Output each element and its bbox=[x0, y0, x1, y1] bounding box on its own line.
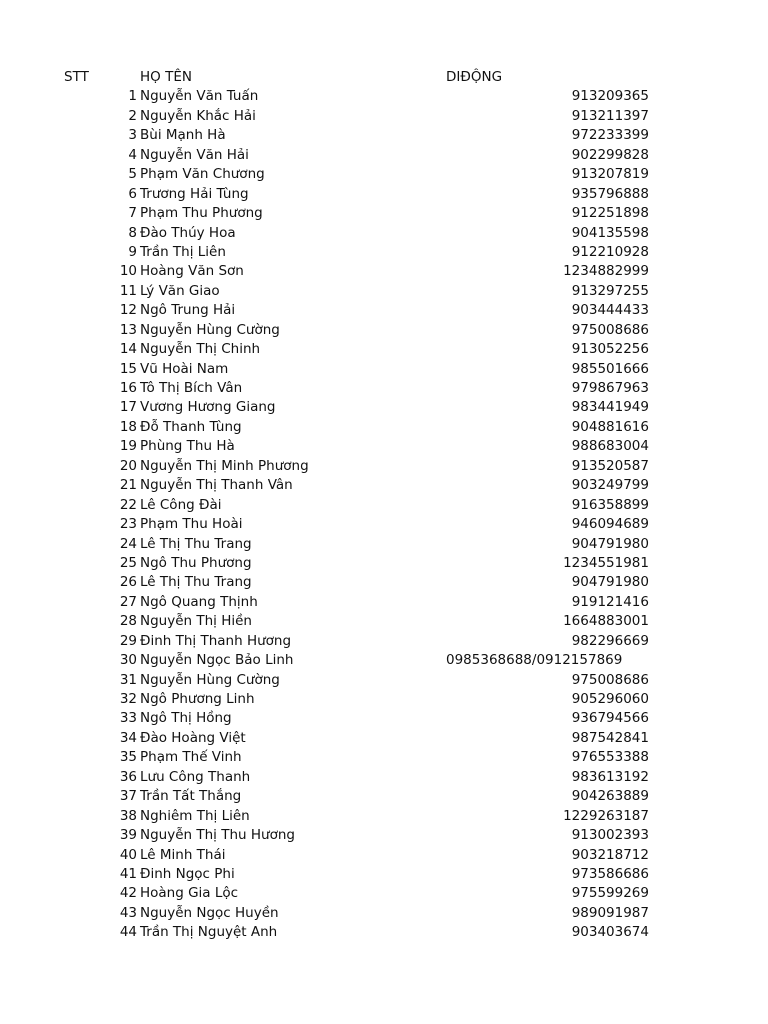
row-phone: 919121416 bbox=[571, 593, 649, 610]
row-stt: 39 bbox=[119, 827, 137, 844]
row-phone: 983441949 bbox=[571, 399, 649, 416]
row-name: Hoàng Gia Lộc bbox=[140, 885, 239, 902]
row-name: Lê Thị Thu Trang bbox=[140, 535, 252, 552]
row-stt: 40 bbox=[119, 846, 137, 863]
table-body bbox=[0, 87, 768, 942]
row-stt: 13 bbox=[119, 321, 137, 338]
row-phone: 913002393 bbox=[571, 827, 649, 844]
table-row bbox=[0, 768, 768, 787]
row-name: Đỗ Thanh Tùng bbox=[140, 418, 242, 435]
row-stt: 32 bbox=[119, 691, 137, 707]
row-stt: 16 bbox=[119, 380, 137, 396]
table-row bbox=[0, 146, 768, 165]
row-name: Trần Thị Liên bbox=[140, 243, 226, 260]
row-phone: 912210928 bbox=[571, 243, 649, 260]
row-stt: 17 bbox=[119, 399, 137, 416]
row-stt: 33 bbox=[119, 710, 137, 727]
row-phone: 916358899 bbox=[571, 496, 649, 513]
row-phone: 1664883001 bbox=[563, 613, 649, 630]
row-stt: 23 bbox=[119, 516, 137, 533]
contact-table bbox=[0, 68, 768, 943]
row-stt: 37 bbox=[119, 788, 137, 805]
table-row bbox=[0, 846, 768, 865]
row-name: Nguyễn Hùng Cường bbox=[140, 671, 280, 688]
row-stt: 9 bbox=[128, 243, 137, 260]
table-row bbox=[0, 865, 768, 884]
row-name: Ngô Thị Hồng bbox=[140, 710, 232, 727]
row-name: Ngô Quang Thịnh bbox=[140, 593, 258, 610]
row-stt: 11 bbox=[119, 282, 137, 299]
row-stt: 7 bbox=[128, 205, 137, 222]
row-phone: 905296060 bbox=[571, 691, 649, 707]
row-name: Lê Công Đài bbox=[140, 496, 222, 513]
row-phone: 988683004 bbox=[571, 438, 649, 455]
row-phone: 903403674 bbox=[571, 924, 649, 941]
table-row bbox=[0, 204, 768, 223]
table-row bbox=[0, 437, 768, 456]
row-phone: 904135598 bbox=[571, 224, 649, 241]
row-name: Nguyễn Thị Thanh Vân bbox=[140, 477, 293, 494]
row-phone: 1234882999 bbox=[563, 263, 649, 280]
row-name: Lưu Công Thanh bbox=[140, 768, 251, 785]
row-name: Trương Hải Tùng bbox=[140, 185, 249, 202]
row-name: Vương Hương Giang bbox=[140, 399, 276, 416]
row-stt: 36 bbox=[119, 768, 137, 785]
row-phone: 936794566 bbox=[571, 710, 649, 727]
row-stt: 26 bbox=[119, 574, 137, 591]
row-phone: 0985368688/0912157869 bbox=[446, 652, 623, 669]
table-row bbox=[0, 593, 768, 612]
table-row bbox=[0, 360, 768, 379]
row-name: Nguyễn Thị Chinh bbox=[140, 341, 261, 358]
row-phone: 913520587 bbox=[571, 457, 649, 474]
row-name: Nguyễn Thị Thu Hương bbox=[140, 827, 295, 844]
table-row bbox=[0, 282, 768, 301]
row-name: Nguyễn Thị Minh Phương bbox=[140, 457, 309, 474]
row-phone: 904791980 bbox=[571, 574, 649, 591]
row-phone: 1229263187 bbox=[563, 807, 649, 824]
table-row bbox=[0, 379, 768, 398]
row-name: Đào Thúy Hoa bbox=[140, 224, 236, 241]
row-name: Nguyễn Văn Hải bbox=[140, 146, 249, 163]
row-stt: 44 bbox=[119, 924, 137, 941]
table-row bbox=[0, 107, 768, 126]
row-phone: 982296669 bbox=[571, 632, 649, 649]
row-phone: 975008686 bbox=[571, 321, 649, 338]
table-row bbox=[0, 709, 768, 728]
row-name: Lê Minh Thái bbox=[140, 846, 226, 863]
row-phone: 904791980 bbox=[571, 535, 649, 552]
row-stt: 29 bbox=[119, 632, 137, 649]
row-phone: 913209365 bbox=[571, 88, 649, 105]
row-name: Trần Thị Nguyệt Anh bbox=[140, 924, 278, 941]
row-name: Nghiêm Thị Liên bbox=[140, 807, 250, 824]
row-phone: 989091987 bbox=[571, 904, 649, 921]
table-row bbox=[0, 651, 768, 670]
row-stt: 5 bbox=[128, 166, 137, 183]
table-row bbox=[0, 690, 768, 709]
row-name: Trần Tất Thắng bbox=[140, 788, 242, 805]
table-row bbox=[0, 632, 768, 651]
row-phone: 903444433 bbox=[571, 302, 649, 319]
table-row bbox=[0, 126, 768, 145]
row-stt: 22 bbox=[119, 496, 137, 513]
row-phone: 913052256 bbox=[571, 341, 649, 358]
row-name: Phạm Văn Chương bbox=[140, 166, 265, 183]
table-row bbox=[0, 787, 768, 806]
row-stt: 20 bbox=[119, 457, 137, 474]
table-row bbox=[0, 807, 768, 826]
table-header bbox=[0, 68, 768, 87]
table-row bbox=[0, 923, 768, 942]
row-stt: 4 bbox=[128, 146, 137, 163]
row-stt: 19 bbox=[119, 438, 137, 455]
row-phone: 913207819 bbox=[571, 166, 649, 183]
table-row bbox=[0, 671, 768, 690]
row-name: Vũ Hoài Nam bbox=[140, 360, 229, 377]
row-stt: 8 bbox=[128, 224, 137, 241]
row-name: Lý Văn Giao bbox=[140, 282, 220, 299]
table-row bbox=[0, 301, 768, 320]
row-stt: 27 bbox=[119, 593, 137, 610]
row-stt: 24 bbox=[119, 535, 137, 552]
row-name: Ngô Thu Phương bbox=[140, 554, 252, 571]
table-row bbox=[0, 224, 768, 243]
table-row bbox=[0, 165, 768, 184]
row-stt: 18 bbox=[119, 418, 137, 435]
table-row bbox=[0, 418, 768, 437]
row-stt: 31 bbox=[119, 671, 137, 688]
row-name: Đào Hoàng Việt bbox=[140, 729, 246, 746]
table-row bbox=[0, 87, 768, 106]
row-phone: 913211397 bbox=[571, 107, 649, 124]
table-row bbox=[0, 515, 768, 534]
header-name: HỌ TÊN bbox=[140, 69, 192, 85]
row-stt: 6 bbox=[128, 185, 137, 202]
row-phone: 987542841 bbox=[571, 729, 649, 746]
row-name: Nguyễn Ngọc Huyền bbox=[140, 904, 279, 921]
table-row bbox=[0, 496, 768, 515]
row-name: Hoàng Văn Sơn bbox=[140, 263, 244, 280]
row-stt: 38 bbox=[119, 807, 137, 824]
table-row bbox=[0, 535, 768, 554]
row-phone: 985501666 bbox=[571, 360, 649, 377]
row-phone: 973586686 bbox=[571, 865, 649, 882]
row-stt: 1 bbox=[128, 88, 137, 105]
table-row bbox=[0, 826, 768, 845]
row-name: Lê Thị Thu Trang bbox=[140, 574, 252, 591]
row-name: Nguyễn Thị Hiền bbox=[140, 613, 252, 630]
row-phone: 983613192 bbox=[571, 768, 649, 785]
row-name: Nguyễn Văn Tuấn bbox=[140, 88, 259, 105]
row-stt: 3 bbox=[128, 127, 137, 144]
row-name: Nguyễn Hùng Cường bbox=[140, 321, 280, 338]
row-phone: 902299828 bbox=[571, 146, 649, 163]
table-row bbox=[0, 904, 768, 923]
table-row bbox=[0, 321, 768, 340]
row-name: Ngô Phương Linh bbox=[140, 691, 255, 707]
row-name: Ngô Trung Hải bbox=[140, 302, 236, 319]
row-name: Tô Thị Bích Vân bbox=[140, 380, 243, 396]
row-phone: 904881616 bbox=[571, 418, 649, 435]
row-phone: 912251898 bbox=[571, 205, 649, 222]
table-row bbox=[0, 457, 768, 476]
row-stt: 2 bbox=[128, 107, 137, 124]
row-phone: 972233399 bbox=[571, 127, 649, 144]
header-stt: STT bbox=[64, 69, 89, 85]
row-phone: 946094689 bbox=[571, 516, 649, 533]
table-row bbox=[0, 340, 768, 359]
table-row bbox=[0, 612, 768, 631]
row-phone: 976553388 bbox=[571, 749, 649, 766]
row-stt: 28 bbox=[119, 613, 137, 630]
row-stt: 34 bbox=[119, 729, 137, 746]
row-stt: 43 bbox=[119, 904, 137, 921]
row-stt: 42 bbox=[119, 885, 137, 902]
row-name: Phùng Thu Hà bbox=[140, 438, 235, 455]
header-phone: DIĐỘNG bbox=[446, 69, 503, 85]
table-row bbox=[0, 554, 768, 573]
row-phone: 1234551981 bbox=[563, 554, 649, 571]
row-name: Đinh Ngọc Phi bbox=[140, 865, 235, 882]
row-name: Nguyễn Khắc Hải bbox=[140, 107, 256, 124]
row-stt: 30 bbox=[119, 652, 137, 669]
row-phone: 913297255 bbox=[571, 282, 649, 299]
row-name: Phạm Thu Phương bbox=[140, 205, 263, 222]
table-row bbox=[0, 398, 768, 417]
row-name: Nguyễn Ngọc Bảo Linh bbox=[140, 652, 294, 669]
table-row bbox=[0, 573, 768, 592]
table-row bbox=[0, 185, 768, 204]
table-row bbox=[0, 262, 768, 281]
row-phone: 903218712 bbox=[571, 846, 649, 863]
row-phone: 979867963 bbox=[571, 380, 649, 396]
row-phone: 975599269 bbox=[571, 885, 649, 902]
row-stt: 35 bbox=[119, 749, 137, 766]
row-phone: 975008686 bbox=[571, 671, 649, 688]
row-name: Đinh Thị Thanh Hương bbox=[140, 632, 292, 649]
row-stt: 41 bbox=[119, 865, 137, 882]
row-stt: 21 bbox=[119, 477, 137, 494]
row-phone: 904263889 bbox=[571, 788, 649, 805]
table-row bbox=[0, 884, 768, 903]
row-name: Phạm Thu Hoài bbox=[140, 516, 243, 533]
row-stt: 25 bbox=[119, 554, 137, 571]
table-row bbox=[0, 476, 768, 495]
table-row bbox=[0, 243, 768, 262]
row-phone: 903249799 bbox=[571, 477, 649, 494]
row-stt: 14 bbox=[119, 341, 137, 358]
row-stt: 12 bbox=[119, 302, 137, 319]
row-name: Phạm Thế Vinh bbox=[140, 749, 242, 766]
row-phone: 935796888 bbox=[571, 185, 649, 202]
table-row bbox=[0, 748, 768, 767]
table-row bbox=[0, 729, 768, 748]
row-stt: 15 bbox=[119, 360, 137, 377]
row-stt: 10 bbox=[119, 263, 137, 280]
row-name: Bùi Mạnh Hà bbox=[140, 127, 226, 144]
